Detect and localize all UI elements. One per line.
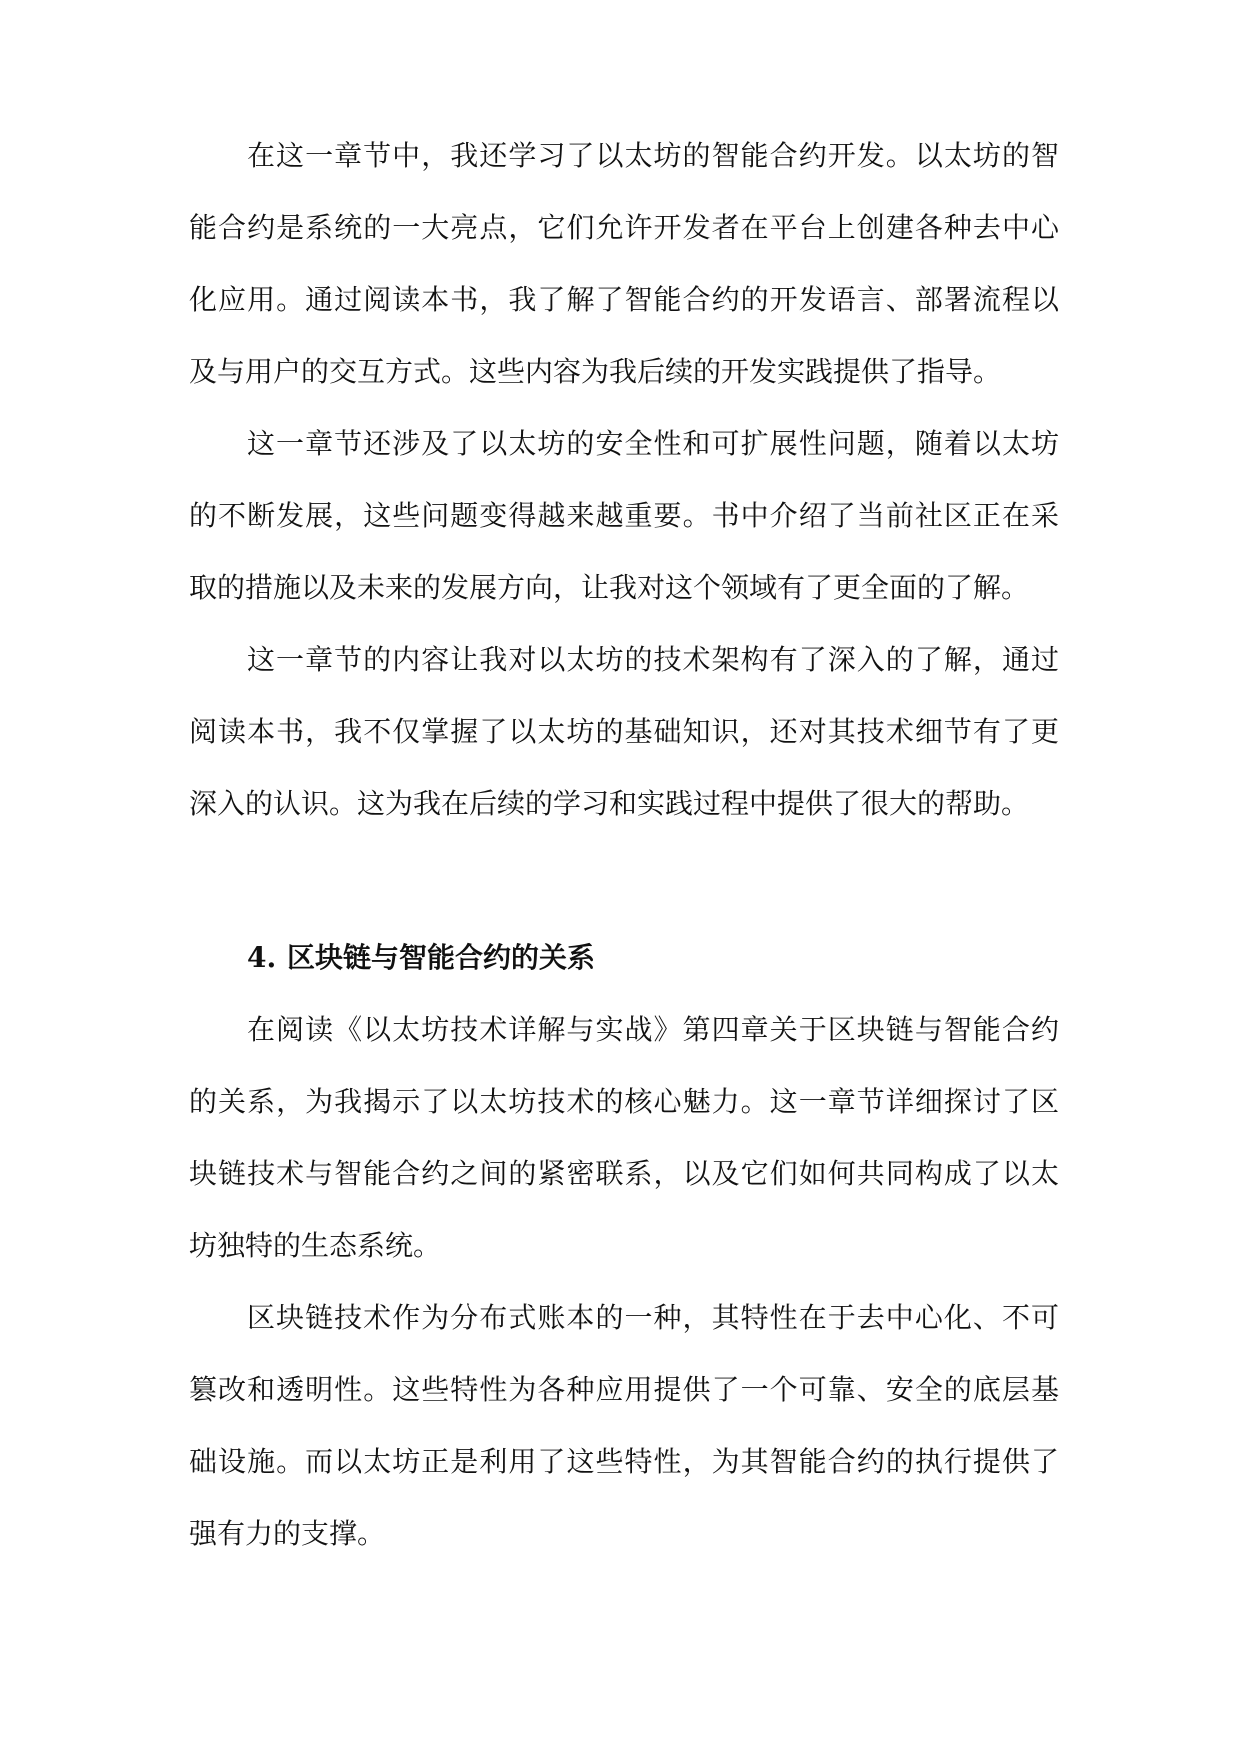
section-title: 区块链与智能合约的关系 (287, 941, 596, 974)
section-number: 4. (247, 941, 277, 974)
paragraph-line: 坊独特的生态系统。 (189, 1229, 442, 1262)
paragraph-line: 取的措施以及未来的发展方向，让我对这个领域有了更全面的了解。 (189, 571, 1030, 604)
paragraph-line: 这一章节还涉及了以太坊的安全性和可扩展性问题，随着以太坊 (247, 427, 1059, 460)
section-heading (247, 938, 595, 978)
paragraph-line: 在阅读《以太坊技术详解与实战》第四章关于区块链与智能合约 (247, 1013, 1059, 1046)
document-page (189, 0, 1059, 1754)
paragraph-line: 这一章节的内容让我对以太坊的技术架构有了深入的了解，通过 (247, 643, 1059, 676)
paragraph-line: 区块链技术作为分布式账本的一种，其特性在于去中心化、不可 (247, 1301, 1059, 1334)
paragraph-line: 深入的认识。这为我在后续的学习和实践过程中提供了很大的帮助。 (189, 787, 1030, 820)
paragraph-line: 及与用户的交互方式。这些内容为我后续的开发实践提供了指导。 (189, 355, 1002, 388)
paragraph-line: 础设施。而以太坊正是利用了这些特性，为其智能合约的执行提供了 (189, 1445, 1059, 1478)
paragraph-line: 化应用。通过阅读本书，我了解了智能合约的开发语言、部署流程以 (189, 283, 1059, 316)
paragraph-line: 块链技术与智能合约之间的紧密联系，以及它们如何共同构成了以太 (189, 1157, 1059, 1190)
paragraph-line: 的关系，为我揭示了以太坊技术的核心魅力。这一章节详细探讨了区 (189, 1085, 1059, 1118)
paragraph-line: 在这一章节中，我还学习了以太坊的智能合约开发。以太坊的智 (247, 139, 1059, 172)
paragraph-line: 篡改和透明性。这些特性为各种应用提供了一个可靠、安全的底层基 (189, 1373, 1059, 1406)
paragraph-line: 强有力的支撑。 (189, 1517, 386, 1550)
paragraph-line: 能合约是系统的一大亮点，它们允许开发者在平台上创建各种去中心 (189, 211, 1059, 244)
paragraph-line: 阅读本书，我不仅掌握了以太坊的基础知识，还对其技术细节有了更 (189, 715, 1059, 748)
paragraph-line: 的不断发展，这些问题变得越来越重要。书中介绍了当前社区正在采 (189, 499, 1059, 532)
